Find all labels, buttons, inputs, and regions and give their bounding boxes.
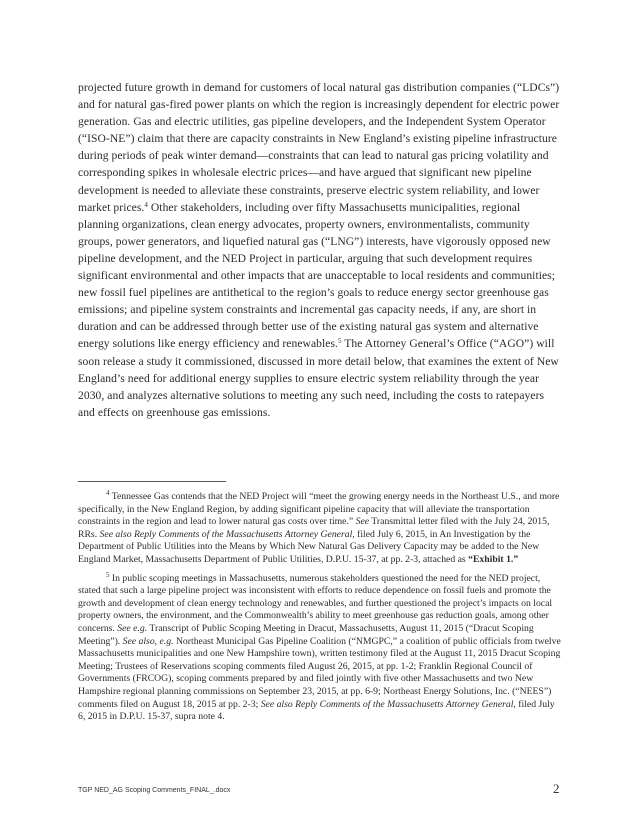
footnote-5: [78, 570, 562, 724]
footnote-5-number: 5: [106, 570, 110, 579]
footnote-4-text-c: filed July 6, 2015, in An Investigation by the Department of Public Utilities into the Means by Which New Natural Gas Delivery Capacity may be added to the New England Market, Massachusetts Department of Public Utilities, D.P.U. 15-37, at pp. 2-3, attached as: [78, 528, 540, 565]
body-text-part-1: projected future growth in demand for customers of local natural gas distribution companies (“LDCs”) and for natural gas-fired power plants on which the region is increasingly dependent for electric power generation. Gas and electric utilities, gas pipeline developers, and the Independent System Operator (“ISO-NE”) claim that there are capacity constraints in New England’s existing pipeline infrastructure during periods of peak winter demand—constraints that can lead to natural gas pricing volatility and corresponding spikes in wholesale electric prices—and have argued that significant new pipeline development is needed to alleviate these constraints, preserve electric system reliability, and lower market prices.: [78, 81, 560, 214]
footnote-4-number: 4: [106, 489, 110, 497]
footnote-5-text-c: Northeast Municipal Gas Pipeline Coalition (“NMGPC,” a coalition of public officials from twelve Massachusetts municipalities and one New Hampshire town), written testimony filed at the August 11, 2015 Dracut Scoping Meeting; Trustees of Reservations scoping comments filed August 26, 2015, at pp. 1-2; Franklin Regional Council of Governments (FRCOG), scoping comments prepared by and filed jointly with five other Massachusetts and two New Hampshire regional planning commissions on September 23, 2015, at pp. 6-9; Northeast Energy Solutions, Inc. (“NEES”) comments filed on August 18, 2015 at pp. 2-3;: [78, 635, 561, 710]
footnote-4-text-b: Transmittal letter filed with the July 24, 2015, RRs.: [78, 516, 550, 540]
footnote-separator: [78, 481, 226, 482]
body-text-part-3: The Attorney General’s Office (“AGO”) will soon release a study it commissioned, discussed in more detail below, that examines the extent of New England’s need for additional energy supplies to ensure electric system reliability through the year 2030, and analyzes alternative solutions to meeting any such need, including the costs to ratepayers and effects on greenhouse gas emissions.: [78, 337, 559, 419]
footnote-4-italic-a: See: [355, 516, 370, 528]
footer-filename: TGP NED_AG Scoping Comments_FINAL_.docx: [78, 787, 231, 794]
footnote-ref-4: 4: [144, 200, 148, 209]
footnote-5-text-b: Transcript of Public Scoping Meeting in Dracut, Massachusetts, August 11, 2015 (“Dracut Scoping Meeting”).: [78, 622, 534, 647]
footnote-4: [78, 491, 562, 567]
page-number: 2: [553, 781, 560, 796]
footnote-5-italic-c: See also Reply Comments of the Massachusetts Attorney General,: [260, 698, 516, 710]
footnote-4-text-a: Tennessee Gas contends that the NED Project will “meet the growing energy needs in the Northeast U.S., and more specifically, in the New England Region, by adding significant pipeline capacity that will alleviate the transportation constraints in the region and lead to lower natural gas costs over time.”: [78, 491, 560, 528]
footnotes: [78, 491, 562, 730]
footnote-4-exhibit: “Exhibit 1.”: [468, 553, 519, 565]
body-text-part-2: Other stakeholders, including over fifty Massachusetts municipalities, regional planning organizations, clean energy advocates, property owners, environmentalists, community groups, power generators, and liquefied natural gas (“LNG”) interests, have vigorously opposed new pipeline development, and the NED Project in particular, arguing that such development requires significant environmental and other impacts that are unacceptable to local residents and communities; new fossil fuel pipelines are antithetical to the region’s goals to reduce energy sector greenhouse gas emissions; and pipeline system constraints and incremental gas capacity needs, if any, are short in duration and can be addressed through better use of the existing natural gas system and alternative energy solutions like energy efficiency and renewables.: [78, 200, 556, 351]
body-paragraph: [78, 79, 562, 421]
footnote-5-text-d: filed July 6, 2015 in D.P.U. 15-37, supra note 4.: [78, 698, 555, 723]
footnote-5-italic-a: See e.g.: [117, 622, 148, 634]
footnote-5-italic-b: See also, e.g.: [122, 635, 174, 647]
footnote-5-text-a: In public scoping meetings in Massachusetts, numerous stakeholders questioned the need for the NED project, stated that such a large pipeline project was inconsistent with efforts to reduce dependence on fossil fuels and promote the growth and development of clean energy technology and renewables, and further questioned the project’s impacts on local property owners, the environment, and the Commonwealth’s ability to meet greenhouse gas reduction goals, among other concerns.: [78, 572, 553, 634]
footnote-ref-5: 5: [337, 337, 342, 346]
footnote-4-italic-b: See also Reply Comments of the Massachusetts Attorney General,: [99, 528, 355, 540]
